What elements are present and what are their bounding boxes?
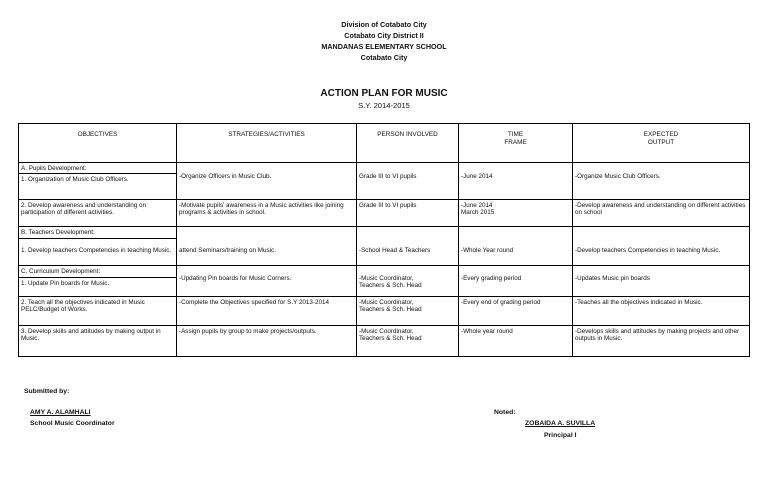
header-time-frame [459, 124, 573, 163]
output-cell: -Develop teachers Competencies in teaching Music. [573, 226, 750, 265]
time-cell: -Every grading period [459, 265, 573, 296]
output-cell: -Develops skills and attitudes by making projects and other outputs in Music. [573, 325, 750, 356]
noted-label: Noted: [494, 409, 516, 416]
header-time-line2: FRAME [504, 139, 527, 146]
persons-cell [357, 296, 459, 325]
header-persons: PERSON INVOLVED [357, 124, 459, 163]
noter-name: ZOBAIDA A. SUVILLA [525, 420, 596, 427]
output-cell: -Organize Music Club Officers. [573, 163, 750, 200]
objective-cell [19, 265, 177, 296]
section-label-b: B. Teachers Development: [19, 227, 176, 239]
persons-cell: Grade III to VI pupils [357, 199, 459, 226]
time-cell [459, 199, 573, 226]
time-cell: -Whole Year round [459, 226, 573, 265]
table-row [19, 325, 750, 356]
time-line2: March 2015 [461, 209, 495, 216]
section-label-a: A. Pupils Development: [19, 163, 177, 174]
persons-cell: -School Head & Teachers [357, 226, 459, 265]
strategy-cell: -Assign pupils by group to make projects/outputs. [177, 325, 357, 356]
document-title: ACTION PLAN FOR MUSIC [320, 88, 448, 99]
output-cell: -Teaches all the objectives indicated in Music. [573, 296, 750, 325]
objective-text: 1. Develop teachers Competencies in teaching Music. [21, 246, 172, 254]
time-cell: -June 2014 [459, 163, 573, 200]
objective-text: 1. Update Pin boards for Music. [21, 279, 110, 287]
persons-cell [357, 325, 459, 356]
section-row [19, 163, 750, 174]
objective-cell: 3. Develop skills and attitudes by making output in Music. [19, 325, 177, 356]
persons-line1: -Music Coordinator, [359, 298, 414, 306]
table-row [19, 226, 750, 265]
table-row [19, 199, 750, 226]
header-strategies: STRATEGIES/ACTIVITIES [177, 124, 357, 163]
division-heading: Division of Cotabato City [341, 20, 427, 29]
strategy-cell: -Updating Pin boards for Music Corners. [177, 265, 357, 296]
persons-line2: Teachers & Sch. Head [359, 282, 422, 289]
header-objectives: OBJECTIVES [19, 124, 177, 163]
persons-line1: -Music Coordinator, [359, 274, 414, 282]
strategy-cell: -Complete the Objectives specified for S.Y 2013-2014 [177, 296, 357, 325]
time-cell: -Whole year round [459, 325, 573, 356]
persons-line2: Teachers & Sch. Head [359, 306, 422, 313]
table-header-row [19, 124, 750, 163]
header-output-line2: OUTPUT [647, 139, 675, 146]
strategy-cell: attend Seminars/training on Music. [177, 226, 357, 265]
objective-cell: 2. Teach all the objectives indicated in Music PELC/Budget of Works. [19, 296, 177, 325]
persons-line2: Teachers & Sch. Head [359, 335, 422, 342]
persons-line1: -Music Coordinator, [359, 327, 414, 335]
header-time-line1: TIME [507, 131, 524, 138]
city-heading: Cotabato City [360, 53, 408, 62]
persons-cell [357, 265, 459, 296]
school-year: S.Y. 2014-2015 [358, 101, 410, 110]
submitter-name: AMY A. ALAMHALI [30, 409, 91, 416]
school-heading: MANDANAS ELEMENTARY SCHOOL [321, 42, 447, 51]
strategy-cell: -Organize Officers in Music Club. [177, 163, 357, 200]
objective-cell: 1. Organization of Music Club Officers. [19, 173, 177, 199]
objective-cell: 2. Develop awareness and understanding on participation of different activities. [19, 199, 177, 226]
submitter-title: School Music Coordinator [30, 420, 115, 427]
action-plan-table [18, 123, 750, 357]
output-cell: -Updates Music pin boards [573, 265, 750, 296]
submitted-by-label: Submitted by: [24, 388, 70, 395]
header-expected-output [573, 124, 750, 163]
strategy-cell: -Motivate pupils' awareness in a Music activities like joining programs & activities in school. [177, 199, 357, 226]
persons-cell: Grade III to VI pupils [357, 163, 459, 200]
district-heading: Cotabato City District II [344, 31, 424, 40]
table-row [19, 296, 750, 325]
header-output-line1: EXPECTED [643, 131, 679, 138]
section-label-c: C. Curriculum Development: [19, 266, 176, 278]
noter-title: Principal I [544, 432, 577, 439]
time-line1: -June 2014 [461, 201, 493, 209]
objective-cell [19, 226, 177, 265]
table-row [19, 265, 750, 296]
time-cell: -Every end of grading period [459, 296, 573, 325]
output-cell: -Develop awareness and understanding on different activities on school [573, 199, 750, 226]
